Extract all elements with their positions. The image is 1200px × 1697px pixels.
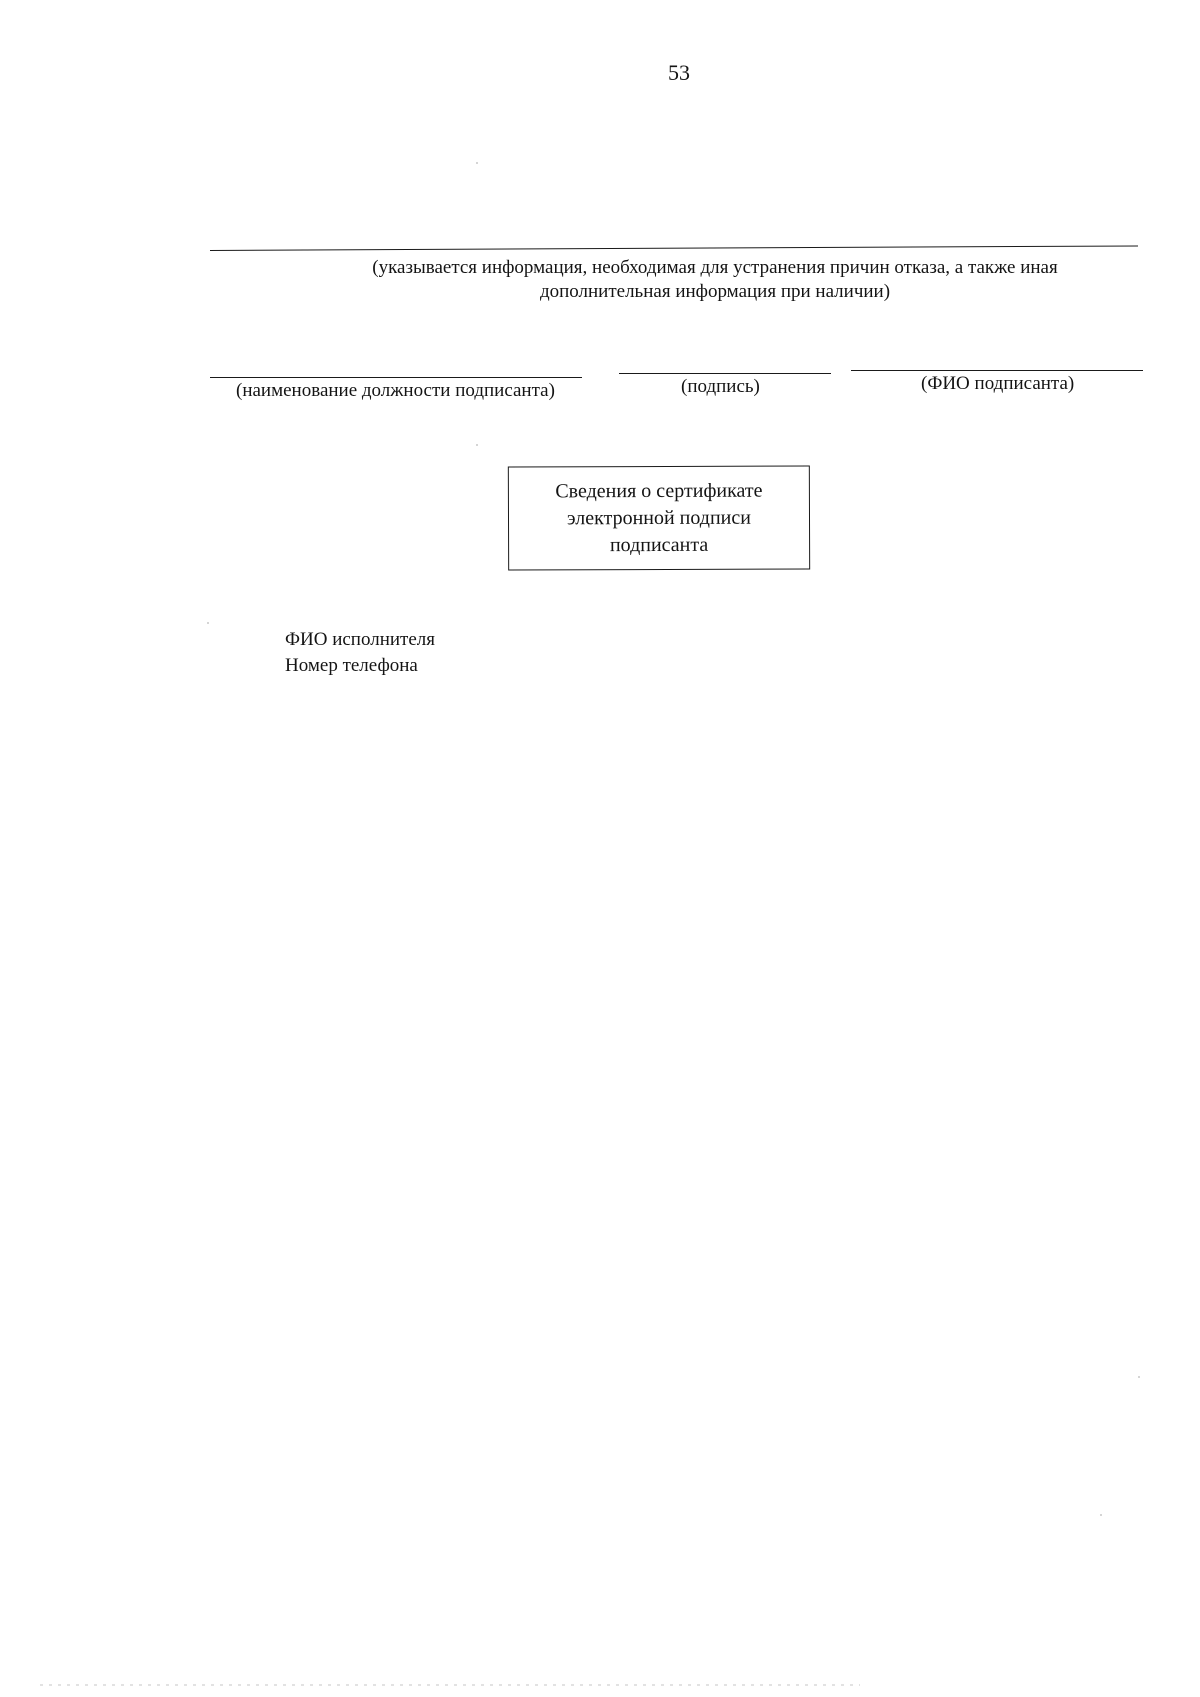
signer-name-caption: (ФИО подписанта) [921,373,1075,394]
signer-position-caption: (наименование должности подписанта) [236,380,555,401]
scan-speck [476,444,478,446]
executor-phone-label: Номер телефона [285,655,418,676]
signature-line [619,373,831,374]
certificate-line-2: электронной подписи [566,506,751,529]
scan-speck [1138,1376,1140,1378]
signer-name-line [851,370,1143,371]
signature-caption: (подпись) [681,376,760,397]
signer-position-line [210,377,582,378]
scan-edge-noise [40,1684,860,1686]
reason-caption [320,256,1110,304]
scan-speck [207,622,209,624]
certificate-line-1: Сведения о сертификате [555,479,763,502]
reason-fill-line [210,245,1138,251]
scan-speck [1100,1514,1102,1516]
certificate-line-3: подписанта [609,533,709,556]
certificate-info-text [555,477,762,559]
reason-caption-line-2: дополнительная информация при наличии) [539,281,891,302]
reason-caption-line-1: (указывается информация, необходимая для устранения причин отказа, а также иная [372,257,1058,278]
scan-speck [476,162,478,164]
executor-name-label: ФИО исполнителя [285,629,435,650]
certificate-info-box [508,465,810,570]
executor-block [285,627,435,679]
page-number: 53 [668,60,690,85]
